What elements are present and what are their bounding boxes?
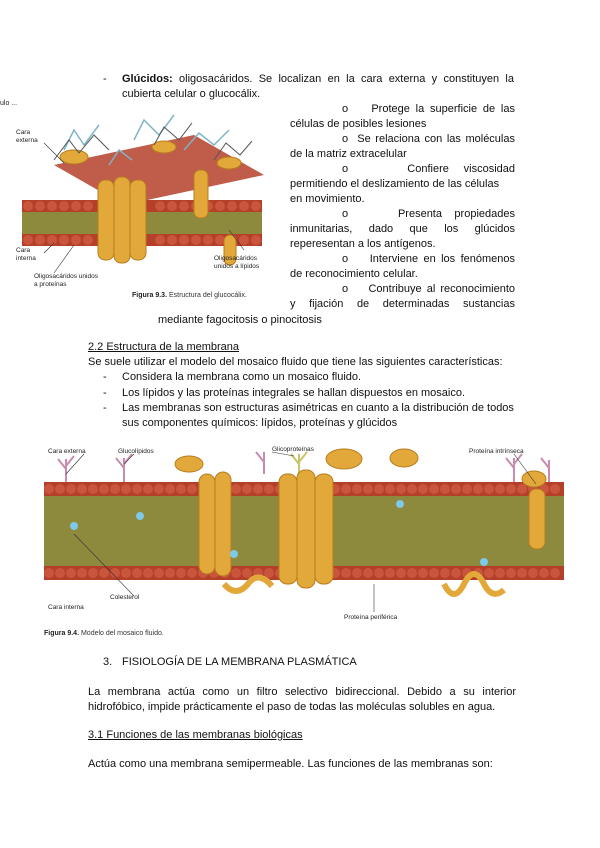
function-text: Confiere viscosidad	[407, 163, 515, 175]
section-3-paragraph-line-2: hidrofóbico, impide prácticamente el paso de todas las moléculas solubles en agua.	[88, 701, 496, 713]
label-cara-interna-2: interna	[16, 255, 36, 262]
function-text: de reconocimiento celular.	[290, 268, 418, 280]
circle-marker: o	[342, 208, 349, 220]
caption-number: Figura 9.3.	[132, 292, 168, 299]
label-glicoproteinas: Glicoproteínas	[272, 446, 314, 453]
caption-number: Figura 9.4.	[44, 630, 80, 637]
caption-text: Estructura del glucocálix.	[168, 292, 247, 299]
clipped-text-fragment: ulo ...	[0, 100, 18, 107]
glucidos-term: Glúcidos:	[122, 73, 173, 85]
characteristic-item-3: Las membranas son estructuras asimétricas en cuanto a la distribución de todos	[122, 402, 514, 414]
function-text: Presenta propiedades	[397, 208, 515, 220]
label-colesterol: Colesterol	[110, 594, 140, 601]
label-oligo-proteinas-2: a proteínas	[34, 281, 67, 288]
function-text: en movimiento.	[290, 193, 365, 205]
section-3-1-heading: 3.1 Funciones de las membranas biológicas	[88, 729, 303, 741]
label-proteina-periferica: Proteína periférica	[344, 614, 398, 621]
characteristic-item-2: Los lípidos y las proteínas integrales se hallan dispuestos en mosaico.	[122, 387, 466, 399]
figure-glucocalix	[14, 105, 276, 300]
glucocalix-illustration	[14, 105, 276, 300]
label-proteina-intrinseca: Proteína intrínseca	[469, 448, 524, 455]
circle-marker: o	[342, 253, 349, 265]
function-item-6	[290, 282, 515, 297]
circle-marker: o	[342, 103, 349, 115]
label-oligo-proteinas-1: Oligosacáridos unidos	[34, 273, 98, 280]
section-3-paragraph-line-1: La membrana actúa como un filtro selectivo bidireccional. Debido a su interior	[88, 686, 516, 698]
glucidos-line-2: cubierta celular o glucocálix.	[122, 88, 261, 100]
glucidos-line-1	[122, 72, 514, 87]
function-text: y fijación de determinadas sustancias	[290, 298, 515, 310]
function-item-3	[290, 162, 515, 177]
circle-marker: o	[342, 163, 349, 175]
label-oligo-lipidos-2: unidos a lípidos	[214, 263, 260, 270]
function-text: de la matriz extracelular	[290, 148, 407, 160]
section-3-number: 3.	[103, 656, 113, 668]
function-text: reperesentan a los antígenos.	[290, 238, 436, 250]
section-3-heading: FISIOLOGÍA DE LA MEMBRANA PLASMÁTICA	[122, 656, 357, 668]
bullet-dash: -	[103, 371, 107, 383]
bullet-dash: -	[103, 402, 107, 414]
label-cara-interna-1: Cara	[16, 247, 31, 254]
circle-marker: o	[342, 133, 349, 145]
glucidos-text: oligosacáridos. Se localizan en la cara externa y constituyen la	[179, 73, 514, 85]
figure-9-4-caption	[44, 626, 164, 641]
function-text: células de posibles lesiones	[290, 118, 427, 130]
label-cara-externa-1: Cara	[16, 129, 31, 136]
circle-marker: o	[342, 283, 349, 295]
section-3-1-paragraph: Actúa como una membrana semipermeable. Las funciones de las membranas son:	[88, 758, 493, 770]
section-2-2-intro: Se suele utilizar el modelo del mosaico fluido que tiene las siguientes características:	[88, 356, 503, 368]
bullet-dash: -	[103, 387, 107, 399]
function-item-2	[290, 132, 515, 147]
label-oligo-lipidos-1: Oligosacáridos	[214, 255, 257, 262]
label-cara-interna: Cara interna	[48, 604, 84, 611]
label-glucolipidos: Glucolípidos	[118, 448, 154, 455]
function-text: inmunitarias, dado que los glúcidos	[290, 223, 515, 235]
function-item-1	[290, 102, 515, 117]
function-text: Contribuye al reconocimiento	[368, 283, 515, 295]
section-2-2-heading: 2.2 Estructura de la membrana	[88, 341, 240, 353]
function-tail: mediante fagocitosis o pinocitosis	[158, 314, 322, 326]
bullet-dash: -	[103, 73, 107, 85]
function-text: Se relaciona con las moléculas	[357, 133, 515, 145]
label-cara-externa-2: externa	[16, 137, 38, 144]
function-text: permitiendo el deslizamiento de las células	[290, 178, 500, 190]
label-cara-externa: Cara externa	[48, 448, 86, 455]
figure-fluid-mosaic	[44, 444, 564, 636]
characteristic-item-3-cont: sus componentes químicos: lípidos, proteínas y glúcidos	[122, 417, 398, 429]
figure-9-3-caption	[132, 288, 247, 303]
function-item-5	[290, 252, 515, 267]
characteristic-item-1: Considera la membrana como un mosaico fluido.	[122, 371, 362, 383]
function-text: Protege la superficie de las	[371, 103, 515, 115]
glucocalix-functions	[290, 102, 515, 312]
function-item-4	[290, 207, 515, 222]
caption-text: Modelo del mosaico fluido.	[80, 630, 164, 637]
function-text: Interviene en los fenómenos	[369, 253, 515, 265]
